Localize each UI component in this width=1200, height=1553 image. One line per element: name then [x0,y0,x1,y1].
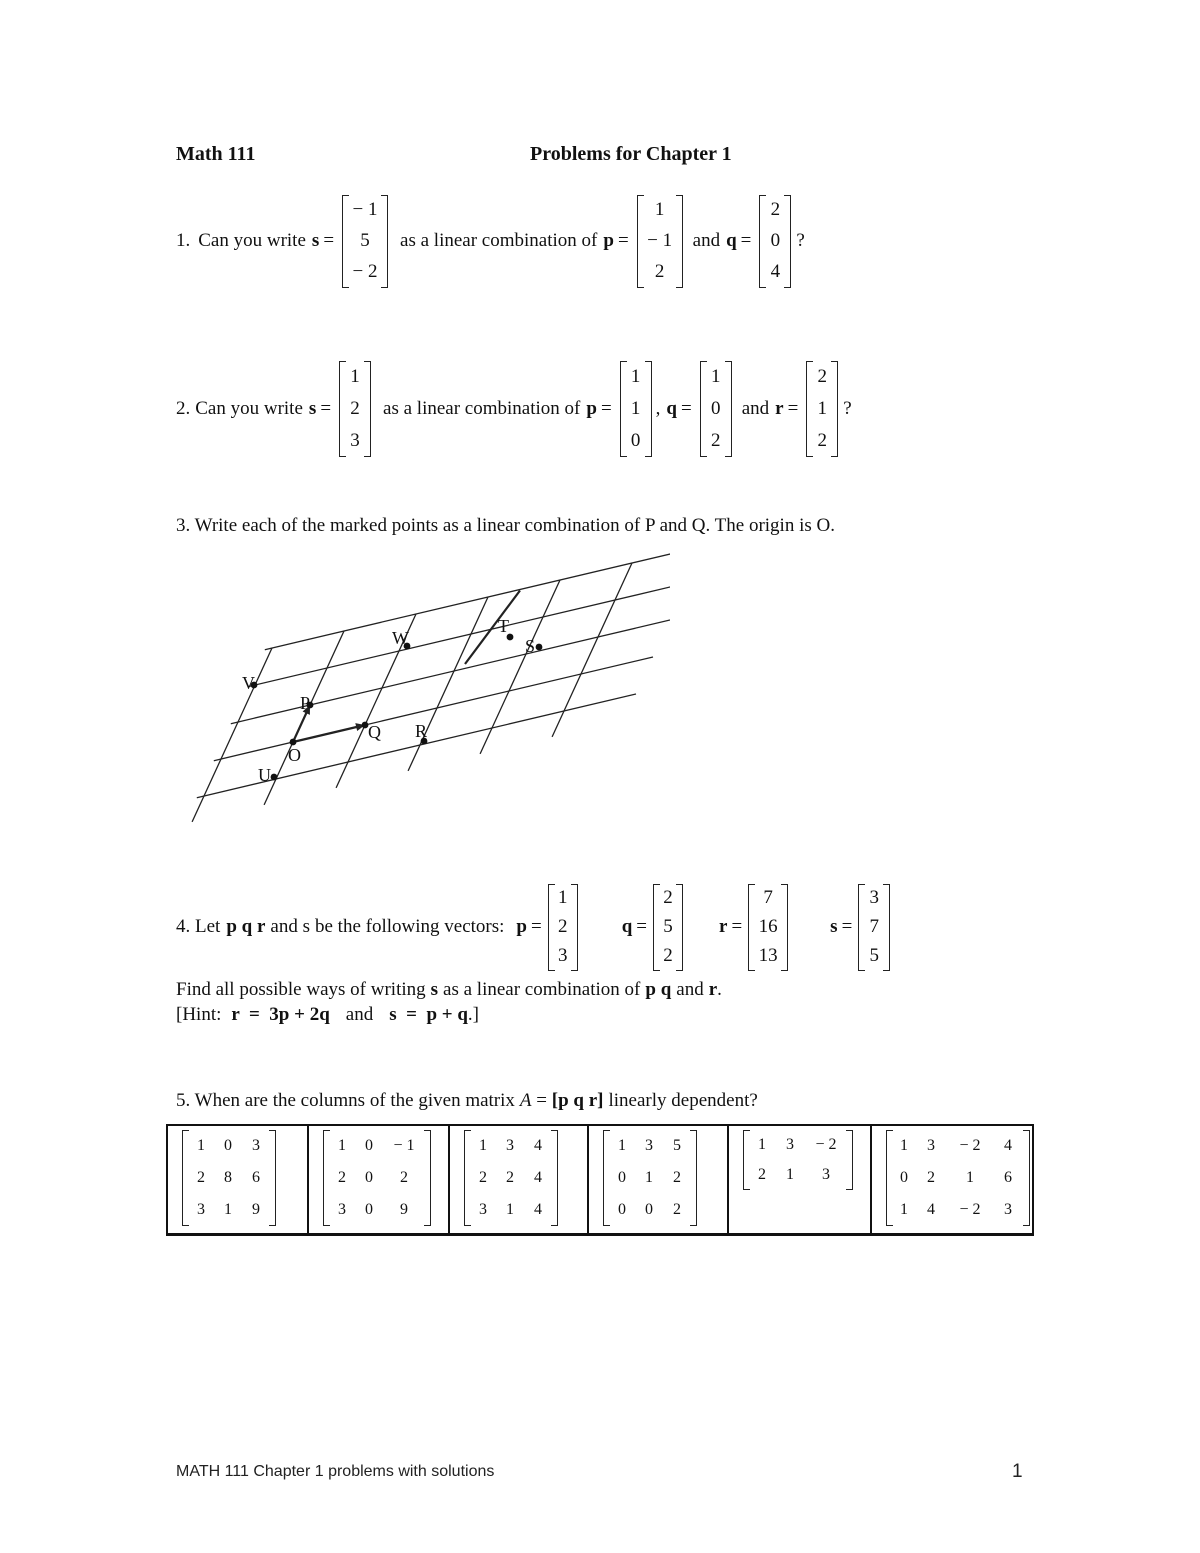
matrix-entry: 1 [900,1137,908,1154]
matrix-entry: 7 [763,887,773,908]
matrix-table [166,1124,1034,1236]
hint-close: .] [467,1004,479,1025]
find-s-label: s [430,979,439,1000]
matrix-entry: 2 [770,199,781,220]
matrix-1 [182,1130,276,1226]
matrix-entry: 2 [197,1169,205,1186]
problem-4-and-s: and s [270,916,310,937]
vector-r-matrix [748,884,788,971]
matrix-entry: 3 [822,1166,830,1183]
matrix-entry: 4 [770,261,781,282]
matrix-entry: 0 [365,1201,373,1218]
matrix-entry: 1 [479,1137,487,1154]
matrix-entry: 2 [710,430,721,451]
equals-sign: = [680,398,692,419]
point-s-dot [536,644,543,651]
matrix-entry: 1 [338,1137,346,1154]
matrix-entry: 3 [869,887,880,908]
matrix-entry: 2 [673,1201,681,1218]
matrix-cell-3 [448,1126,587,1233]
problem-1 [176,194,805,288]
matrix-entry: 3 [927,1137,935,1154]
matrix-entry: 5 [673,1137,681,1154]
problem-1-text-a: Can you write [198,230,306,251]
equals-sign: = [617,230,629,251]
problem-4-intro: 4. Let [176,916,221,937]
lattice-line [552,563,632,737]
matrix-entry: 1 [224,1201,232,1218]
matrix-entry: 3 [786,1136,794,1153]
problem-4-vars: p q r [226,916,266,937]
and-word: and [741,398,770,419]
vector-p-label: p [516,916,527,937]
point-label-w: W [392,628,409,648]
matrix-entry: 3 [645,1137,653,1154]
matrix-cell-6 [870,1126,1032,1233]
matrix-entry: − 1 [647,230,673,251]
matrix-entry: 8 [224,1169,232,1186]
matrix-cell-5 [727,1126,870,1233]
lattice-line [408,597,488,771]
problem-4-rest: be the following vectors: [314,916,505,937]
matrix-entry: 0 [770,230,781,251]
vector-p-matrix [548,884,578,971]
point-label-u: U [258,765,271,785]
find-text: Find all possible ways of writing [176,979,426,1000]
equals-sign: = [740,230,752,251]
matrix-entry: 2 [350,398,360,419]
matrix-entry: 1 [197,1137,205,1154]
lattice-line [480,580,560,754]
matrix-entry: 9 [400,1201,408,1218]
problem-2-text-b: as a linear combination of [383,398,581,419]
point-label-s: S [525,636,536,656]
matrix-columns: [p q r] [551,1090,604,1111]
matrix-entry: 3 [557,945,568,966]
vector-s-matrix [339,361,371,457]
matrix-entry: 3 [350,430,360,451]
matrix-entry: 1 [630,398,641,419]
matrix-5 [743,1130,853,1190]
matrix-entry: 5 [663,916,673,937]
hint-open: [Hint: [176,1004,222,1025]
vector-s-label: s [308,398,317,419]
matrix-entry: 1 [654,199,665,220]
vector-q-label: q [726,230,737,251]
hint-and: and [345,1004,374,1025]
matrix-entry: 2 [506,1169,514,1186]
vector-q-matrix [653,884,683,971]
offset-segment [465,591,520,665]
matrix-entry: 3 [197,1201,205,1218]
matrix-a-label: A [519,1090,532,1111]
point-label-t: T [498,616,509,636]
vector-s-label: s [830,916,838,937]
matrix-entry: 1 [786,1166,794,1183]
matrix-entry: 0 [365,1137,373,1154]
equals-sign: = [320,398,332,419]
equals-sign: = [531,916,542,937]
hint-equation-1: r = 3p + 2q [231,1004,330,1025]
lattice-vectors [293,591,520,743]
matrix-6 [886,1130,1030,1226]
matrix-entry: 0 [618,1169,626,1186]
matrix-entry: − 1 [393,1137,415,1154]
problem-4-find [176,978,722,1002]
course-title: Math 111 [176,143,256,165]
equals-sign: = [600,398,612,419]
matrix-entry: 2 [338,1169,346,1186]
matrix-cell-2 [307,1126,448,1233]
vector-p-matrix [620,361,652,457]
matrix-entry: 2 [927,1169,935,1186]
point-label-p: P [300,693,311,713]
matrix-entry: 1 [618,1137,626,1154]
matrix-entry: 4 [534,1137,542,1154]
problem-4 [176,880,890,974]
matrix-entry: 2 [817,430,828,451]
matrix-entry: 2 [758,1166,766,1183]
matrix-entry: 2 [663,945,673,966]
matrix-4 [603,1130,697,1226]
vector-p-label: p [586,398,597,419]
comma: , [655,398,661,419]
lattice-line [231,620,670,724]
matrix-entry: 1 [506,1201,514,1218]
vector-s-matrix [858,884,890,971]
matrix-entry: 1 [817,398,828,419]
matrix-entry: 1 [645,1169,653,1186]
page-title: Problems for Chapter 1 [530,143,732,165]
problem-5-text-b: linearly dependent? [608,1090,758,1111]
find-period: . [717,979,722,1000]
matrix-entry: 4 [534,1201,542,1218]
matrix-cell-4 [587,1126,727,1233]
point-label-r: R [415,721,428,741]
matrix-entry: 4 [927,1201,935,1218]
lattice-line [192,648,272,822]
matrix-entry: 0 [224,1137,232,1154]
equals-sign: = [731,916,743,937]
matrix-entry: 1 [710,366,721,387]
point-label-v: V [242,673,255,693]
matrix-entry: 0 [630,430,641,451]
matrix-entry: 16 [758,916,778,937]
equals-sign: = [323,230,335,251]
matrix-entry: 2 [817,366,828,387]
matrix-entry: 13 [758,945,778,966]
vector-r-label: r [719,916,728,937]
problem-2-text-a: Can you write [195,398,303,419]
problem-1-number: 1. [176,230,191,251]
problem-2 [176,359,852,459]
problem-5-text [176,1089,758,1113]
matrix-entry: 3 [1004,1201,1012,1218]
point-label-o: O [288,745,301,765]
lattice-diagram [170,540,670,850]
vector-q-label: q [621,916,633,937]
matrix-entry: 5 [360,230,370,251]
matrix-entry: − 2 [352,261,378,282]
footer-text: MATH 111 Chapter 1 problems with solutions [176,1463,495,1480]
matrix-entry: 7 [869,916,880,937]
equals-sign: = [531,1090,552,1111]
matrix-entry: 2 [673,1169,681,1186]
equals-sign: = [636,916,648,937]
matrix-entry: 4 [1004,1137,1012,1154]
problem-2-number: 2. [176,398,191,419]
matrix-entry: 0 [618,1201,626,1218]
matrix-entry: − 2 [959,1201,981,1218]
find-r-label: r [708,979,718,1000]
vector-s-label: s [311,230,320,251]
problem-1-text-b: as a linear combination of [400,230,598,251]
vector-q-matrix [759,195,791,288]
page-number: 1 [1012,1461,1023,1482]
matrix-entry: 0 [900,1169,908,1186]
vector-p-matrix [637,195,683,288]
find-pq-label: p q [645,979,672,1000]
matrix-cell-1 [168,1126,307,1233]
matrix-entry: 1 [758,1136,766,1153]
vector-r-matrix [806,361,838,457]
matrix-entry: − 1 [352,199,378,220]
question-mark: ? [843,398,852,419]
matrix-entry: 3 [479,1201,487,1218]
matrix-entry: 3 [338,1201,346,1218]
matrix-entry: 1 [966,1169,974,1186]
matrix-entry: 2 [663,887,673,908]
matrix-entry: 3 [252,1137,260,1154]
vector-r-label: r [775,398,784,419]
matrix-entry: 6 [252,1169,260,1186]
problem-5-text-a: 5. When are the columns of the given matrix [176,1090,515,1111]
vector-q-label: q [666,398,677,419]
vector-s-matrix [342,195,388,288]
point-label-q: Q [368,722,381,742]
matrix-entry: 2 [557,916,568,937]
matrix-entry: 6 [1004,1169,1012,1186]
matrix-entry: 1 [900,1201,908,1218]
matrix-entry: 0 [710,398,721,419]
matrix-entry: − 2 [959,1137,981,1154]
matrix-entry: 3 [506,1137,514,1154]
point-u-dot [271,774,278,781]
find-and: and [676,979,704,1000]
matrix-2 [323,1130,431,1226]
matrix-entry: 2 [654,261,665,282]
question-mark: ? [796,230,805,251]
matrix-entry: 0 [645,1201,653,1218]
matrix-entry: 5 [869,945,880,966]
matrix-entry: 4 [534,1169,542,1186]
matrix-entry: 1 [557,887,568,908]
matrix-entry: 1 [350,366,360,387]
problem-4-hint [176,1003,479,1027]
lattice-line [214,657,653,761]
matrix-entry: − 2 [815,1136,837,1153]
matrix-entry: 1 [630,366,641,387]
matrix-entry: 9 [252,1201,260,1218]
equals-sign: = [841,916,853,937]
matrix-entry: 0 [365,1169,373,1186]
vector-q-arrow [293,725,365,742]
vector-p-label: p [603,230,614,251]
hint-equation-2: s = p + q [389,1004,468,1025]
vector-q-matrix [700,361,732,457]
matrix-entry: 2 [400,1169,408,1186]
and-word: and [692,230,721,251]
problem-3-text: 3. Write each of the marked points as a linear combination of P and Q. The origin is O. [176,515,835,536]
equals-sign: = [787,398,799,419]
matrix-3 [464,1130,558,1226]
matrix-entry: 2 [479,1169,487,1186]
find-text-b: as a linear combination of [443,979,641,1000]
